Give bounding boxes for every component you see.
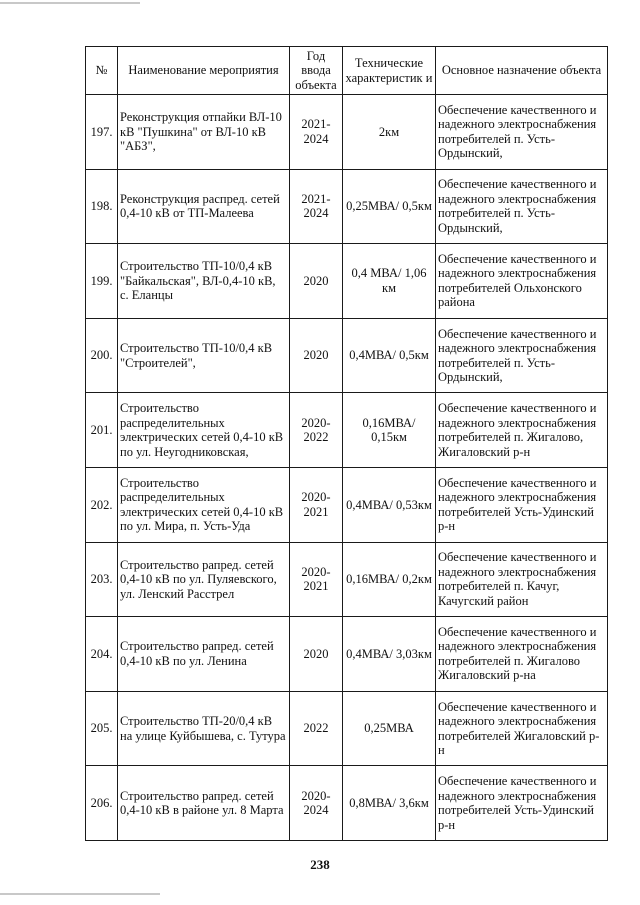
row-year: 2020 — [290, 318, 343, 393]
row-name: Строительство ТП-10/0,4 кВ "Строителей", — [118, 318, 290, 393]
row-purpose: Обеспечение качественного и надежного электроснабжения потребителей п. Жигалово Жигаловский р-на — [436, 617, 608, 692]
table-row — [86, 393, 608, 468]
row-year: 2020-2021 — [290, 467, 343, 542]
table-row — [86, 467, 608, 542]
table-row — [86, 542, 608, 617]
row-number: 199. — [86, 244, 118, 319]
row-name: Строительство рапред. сетей 0,4-10 кВ в районе ул. 8 Марта — [118, 766, 290, 841]
scan-edge-top — [0, 2, 140, 4]
row-tech: 0,4МВА/ 0,53км — [343, 467, 436, 542]
row-name: Реконструкция распред. сетей 0,4-10 кВ от ТП-Малеева — [118, 169, 290, 244]
table-row — [86, 318, 608, 393]
row-name: Строительство распределительных электрических сетей 0,4-10 кВ по ул. Мира, п. Усть-Уда — [118, 467, 290, 542]
row-name: Строительство рапред. сетей 0,4-10 кВ по ул. Пуляевского, ул. Ленский Расстрел — [118, 542, 290, 617]
row-number: 198. — [86, 169, 118, 244]
table-row — [86, 691, 608, 766]
table-row — [86, 95, 608, 170]
row-year: 2020-2022 — [290, 393, 343, 468]
row-tech: 0,16МВА/ 0,2км — [343, 542, 436, 617]
row-purpose: Обеспечение качественного и надежного электроснабжения потребителей Усть-Удинский р-н — [436, 766, 608, 841]
row-tech: 0,8МВА/ 3,6км — [343, 766, 436, 841]
row-tech: 0,25МВА — [343, 691, 436, 766]
header-tech: Технические характеристик и — [343, 47, 436, 95]
row-year: 2021-2024 — [290, 95, 343, 170]
table-header-row — [86, 47, 608, 95]
row-tech: 0,4МВА/ 0,5км — [343, 318, 436, 393]
row-name: Строительство распределительных электрических сетей 0,4-10 кВ по ул. Неугодниковская, — [118, 393, 290, 468]
row-number: 203. — [86, 542, 118, 617]
row-purpose: Обеспечение качественного и надежного электроснабжения потребителей п. Качуг, Качугский район — [436, 542, 608, 617]
header-purpose: Основное назначение объекта — [436, 47, 608, 95]
row-tech: 0,25МВА/ 0,5км — [343, 169, 436, 244]
row-number: 202. — [86, 467, 118, 542]
row-number: 200. — [86, 318, 118, 393]
header-year: Год ввода объекта — [290, 47, 343, 95]
page-number: 238 — [310, 857, 330, 872]
row-number: 201. — [86, 393, 118, 468]
row-number: 206. — [86, 766, 118, 841]
row-year: 2020-2024 — [290, 766, 343, 841]
row-name: Реконструкция отпайки ВЛ-10 кВ "Пушкина" от ВЛ-10 кВ "АБЗ", — [118, 95, 290, 170]
row-number: 205. — [86, 691, 118, 766]
row-purpose: Обеспечение качественного и надежного электроснабжения потребителей п. Усть-Ордынский, — [436, 169, 608, 244]
row-tech: 0,16МВА/ 0,15км — [343, 393, 436, 468]
table-row — [86, 169, 608, 244]
measures-table — [85, 46, 608, 841]
row-name: Строительство ТП-20/0,4 кВ на улице Куйбышева, с. Тутура — [118, 691, 290, 766]
row-number: 204. — [86, 617, 118, 692]
header-num: № — [86, 47, 118, 95]
header-name: Наименование мероприятия — [118, 47, 290, 95]
row-year: 2020 — [290, 244, 343, 319]
table-row — [86, 617, 608, 692]
row-purpose: Обеспечение качественного и надежного электроснабжения потребителей Ольхонского района — [436, 244, 608, 319]
scan-edge-bottom — [0, 893, 160, 895]
row-number: 197. — [86, 95, 118, 170]
table-row — [86, 244, 608, 319]
row-year: 2020-2021 — [290, 542, 343, 617]
table-row — [86, 766, 608, 841]
row-year: 2020 — [290, 617, 343, 692]
row-year: 2021-2024 — [290, 169, 343, 244]
row-purpose: Обеспечение качественного и надежного электроснабжения потребителей п. Усть-Ордынский, — [436, 318, 608, 393]
row-year: 2022 — [290, 691, 343, 766]
row-name: Строительство рапред. сетей 0,4-10 кВ по ул. Ленина — [118, 617, 290, 692]
row-purpose: Обеспечение качественного и надежного электроснабжения потребителей п. Усть-Ордынский, — [436, 95, 608, 170]
row-purpose: Обеспечение качественного и надежного электроснабжения потребителей Усть-Удинский р-н — [436, 467, 608, 542]
row-tech: 0,4 МВА/ 1,06 км — [343, 244, 436, 319]
row-purpose: Обеспечение качественного и надежного электроснабжения потребителей п. Жигалово, Жигаловский р-н — [436, 393, 608, 468]
row-purpose: Обеспечение качественного и надежного электроснабжения потребителей Жигаловский р-н — [436, 691, 608, 766]
row-tech: 2км — [343, 95, 436, 170]
row-name: Строительство ТП-10/0,4 кВ "Байкальская", ВЛ-0,4-10 кВ, с. Еланцы — [118, 244, 290, 319]
row-tech: 0,4МВА/ 3,03км — [343, 617, 436, 692]
